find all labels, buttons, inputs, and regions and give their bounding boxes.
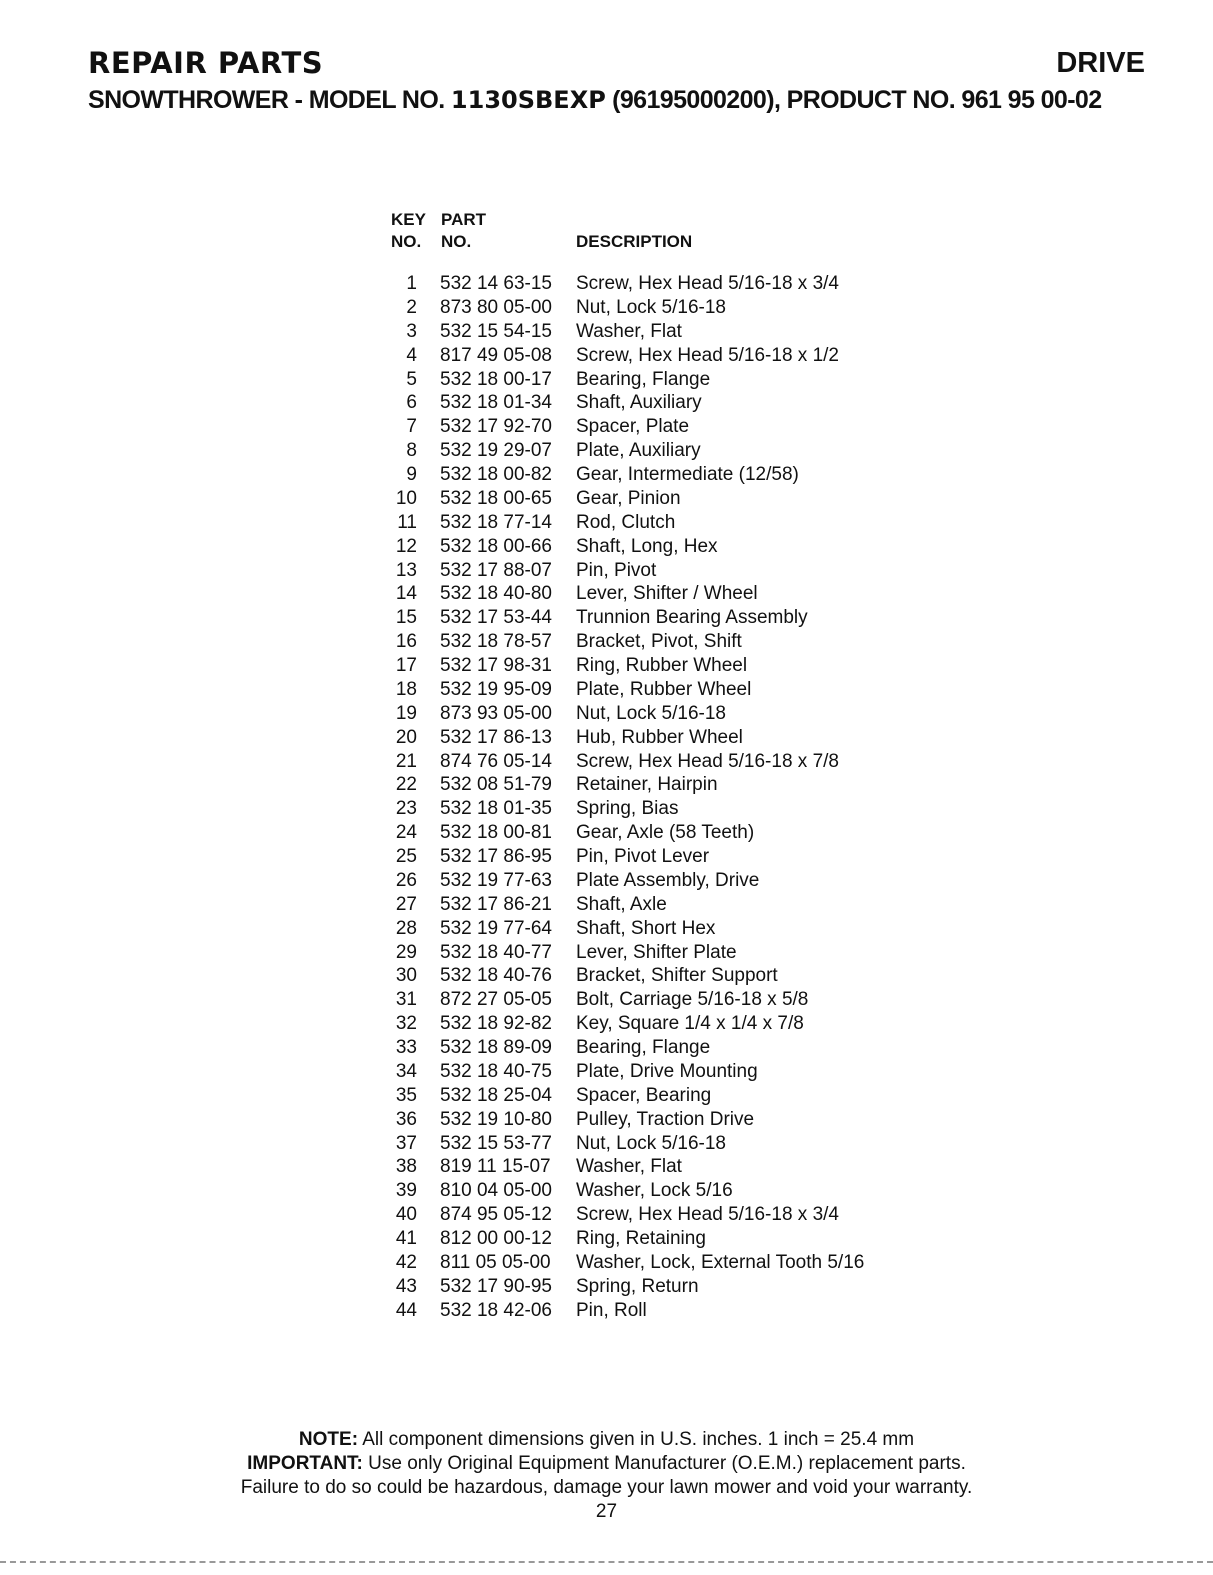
part-description: Washer, Lock, External Tooth 5/16 bbox=[576, 1251, 865, 1273]
part-description: Ring, Retaining bbox=[576, 1228, 706, 1249]
part-number: 532 17 98-31 bbox=[440, 655, 552, 676]
bottom-divider bbox=[0, 1561, 1213, 1563]
part-number: 872 27 05-05 bbox=[440, 989, 552, 1011]
part-number: 532 19 29-07 bbox=[440, 440, 552, 462]
part-number: 819 11 15-07 bbox=[440, 1156, 551, 1178]
part-number: 532 18 00-82 bbox=[440, 464, 552, 485]
parts-row bbox=[390, 1275, 950, 1299]
part-description: Hub, Rubber Wheel bbox=[576, 726, 743, 748]
part-number: 532 17 86-13 bbox=[440, 726, 552, 748]
part-description: Gear, Axle (58 Teeth) bbox=[576, 822, 755, 844]
parts-row bbox=[390, 535, 950, 559]
parts-row bbox=[390, 797, 950, 821]
parts-row bbox=[390, 1132, 950, 1156]
key-number: 14 bbox=[395, 583, 417, 605]
parts-row bbox=[390, 845, 950, 869]
part-number: 874 76 05-14 bbox=[440, 750, 552, 772]
part-number: 532 18 92-82 bbox=[440, 1013, 552, 1035]
part-description: Lever, Shifter Plate bbox=[576, 941, 737, 963]
warning-line: Failure to do so could be hazardous, damage your lawn mower and void your warranty. bbox=[240, 1477, 973, 1498]
part-description: Plate Assembly, Drive bbox=[576, 869, 760, 891]
part-number: 532 17 90-95 bbox=[440, 1275, 552, 1297]
key-column-header bbox=[391, 209, 426, 253]
parts-list bbox=[390, 272, 950, 1323]
part-description: Plate, Rubber Wheel bbox=[576, 678, 752, 700]
parts-row bbox=[390, 1060, 950, 1084]
parts-row bbox=[390, 1108, 950, 1132]
key-number: 29 bbox=[395, 941, 417, 963]
part-description: Lever, Shifter / Wheel bbox=[576, 583, 758, 605]
model-number: 1130SBEXP bbox=[450, 86, 606, 114]
part-number: 532 14 63-15 bbox=[440, 273, 552, 294]
parts-row bbox=[390, 1251, 950, 1275]
part-number: 532 18 78-57 bbox=[440, 631, 552, 653]
key-header-line1: KEY bbox=[391, 210, 426, 229]
page-number: 27 bbox=[595, 1501, 618, 1522]
part-number: 532 19 95-09 bbox=[440, 678, 552, 700]
note-label: NOTE: bbox=[298, 1429, 359, 1450]
parts-row bbox=[390, 296, 950, 320]
key-number: 11 bbox=[397, 511, 417, 533]
key-header-line2: NO. bbox=[391, 232, 422, 251]
parts-row bbox=[390, 487, 950, 511]
part-description: Spring, Return bbox=[576, 1275, 699, 1297]
page-section-title: REPAIR PARTS bbox=[88, 46, 324, 80]
part-number: 532 18 77-14 bbox=[440, 511, 552, 533]
parts-row bbox=[390, 272, 950, 296]
key-number: 40 bbox=[395, 1204, 417, 1226]
part-description: Ring, Rubber Wheel bbox=[576, 655, 748, 676]
key-number: 2 bbox=[406, 296, 417, 318]
key-number: 44 bbox=[395, 1299, 417, 1321]
parts-row bbox=[390, 726, 950, 750]
part-description: Pin, Pivot bbox=[576, 559, 657, 581]
parts-row bbox=[390, 1203, 950, 1227]
part-description: Shaft, Short Hex bbox=[576, 917, 716, 939]
key-number: 32 bbox=[395, 1013, 417, 1035]
note-line bbox=[0, 1428, 1213, 1452]
part-description: Bracket, Pivot, Shift bbox=[576, 631, 742, 653]
part-number: 532 15 54-15 bbox=[440, 320, 552, 342]
part-description: Spring, Bias bbox=[576, 798, 679, 820]
part-number: 532 18 01-35 bbox=[440, 798, 552, 820]
parts-row bbox=[390, 702, 950, 726]
parts-row bbox=[390, 391, 950, 415]
parts-row bbox=[390, 654, 950, 678]
model-subheader bbox=[88, 86, 1148, 115]
part-number: 532 17 86-21 bbox=[440, 893, 552, 915]
parts-row bbox=[390, 893, 950, 917]
key-number: 7 bbox=[406, 416, 417, 438]
key-number: 10 bbox=[395, 487, 417, 509]
part-number: 810 04 05-00 bbox=[440, 1180, 552, 1202]
parts-row bbox=[390, 678, 950, 702]
parts-row bbox=[390, 964, 950, 988]
key-number: 36 bbox=[395, 1108, 417, 1130]
subheader-prefix: SNOWTHROWER - MODEL NO. bbox=[88, 86, 445, 114]
key-number: 1 bbox=[406, 273, 417, 294]
parts-row bbox=[390, 1179, 950, 1203]
parts-row bbox=[390, 559, 950, 583]
key-number: 28 bbox=[395, 917, 417, 939]
key-number: 8 bbox=[406, 440, 417, 462]
part-number: 532 15 53-77 bbox=[440, 1132, 552, 1154]
part-description: Bracket, Shifter Support bbox=[576, 965, 778, 987]
key-number: 4 bbox=[406, 344, 417, 366]
part-header-line2: NO. bbox=[441, 232, 472, 251]
key-number: 13 bbox=[395, 559, 417, 581]
parts-row bbox=[390, 606, 950, 630]
parts-row bbox=[390, 941, 950, 965]
part-description: Screw, Hex Head 5/16-18 x 3/4 bbox=[576, 1204, 839, 1226]
key-number: 25 bbox=[395, 846, 417, 867]
part-number: 532 17 86-95 bbox=[440, 846, 552, 867]
part-number: 532 19 77-64 bbox=[440, 917, 552, 939]
part-description: Plate, Drive Mounting bbox=[576, 1060, 758, 1082]
part-description: Screw, Hex Head 5/16-18 x 3/4 bbox=[576, 273, 839, 294]
key-number: 42 bbox=[395, 1251, 417, 1273]
part-header-line1: PART bbox=[441, 210, 487, 229]
parts-row bbox=[390, 511, 950, 535]
part-number: 532 17 92-70 bbox=[440, 416, 552, 438]
key-number: 24 bbox=[395, 822, 417, 844]
parts-row bbox=[390, 1299, 950, 1323]
part-number: 532 18 00-81 bbox=[440, 822, 552, 844]
key-number: 9 bbox=[406, 464, 417, 485]
part-number: 532 18 00-66 bbox=[440, 535, 552, 557]
parts-row bbox=[390, 368, 950, 392]
part-description: Bearing, Flange bbox=[576, 1037, 711, 1058]
part-description: Gear, Intermediate (12/58) bbox=[576, 464, 799, 485]
parts-row bbox=[390, 869, 950, 893]
key-number: 6 bbox=[406, 392, 417, 414]
part-description: Pulley, Traction Drive bbox=[576, 1108, 755, 1130]
part-number: 811 05 05-00 bbox=[440, 1251, 551, 1273]
parts-row bbox=[390, 1084, 950, 1108]
key-number: 17 bbox=[395, 655, 417, 676]
key-number: 26 bbox=[395, 869, 417, 891]
part-column-header bbox=[441, 209, 486, 253]
part-description: Gear, Pinion bbox=[576, 487, 681, 509]
parts-row bbox=[390, 1012, 950, 1036]
note-text: All component dimensions given in U.S. inches. 1 inch = 25.4 mm bbox=[358, 1429, 915, 1450]
part-number: 532 19 77-63 bbox=[440, 869, 552, 891]
part-number: 532 19 10-80 bbox=[440, 1108, 552, 1130]
key-number: 43 bbox=[395, 1275, 417, 1297]
part-description: Bolt, Carriage 5/16-18 x 5/8 bbox=[576, 989, 809, 1011]
parts-row bbox=[390, 463, 950, 487]
key-number: 20 bbox=[395, 726, 417, 748]
part-description: Nut, Lock 5/16-18 bbox=[576, 702, 726, 724]
parts-row bbox=[390, 320, 950, 344]
part-number: 532 18 01-34 bbox=[440, 392, 552, 414]
part-description: Spacer, Plate bbox=[576, 416, 690, 438]
part-description: Screw, Hex Head 5/16-18 x 7/8 bbox=[576, 750, 839, 772]
part-number: 532 18 42-06 bbox=[440, 1299, 552, 1321]
important-label: IMPORTANT: bbox=[247, 1453, 363, 1474]
key-number: 16 bbox=[395, 631, 417, 653]
part-number: 532 18 00-65 bbox=[440, 487, 552, 509]
part-number: 532 17 88-07 bbox=[440, 559, 552, 581]
subheader-suffix: (96195000200), PRODUCT NO. 961 95 00-02 bbox=[612, 86, 1102, 114]
key-number: 30 bbox=[395, 965, 417, 987]
part-number: 532 18 40-75 bbox=[440, 1060, 552, 1082]
part-number: 873 80 05-00 bbox=[440, 296, 552, 318]
part-number: 817 49 05-08 bbox=[440, 344, 552, 366]
key-number: 12 bbox=[395, 535, 417, 557]
parts-row bbox=[390, 1155, 950, 1179]
part-description: Retainer, Hairpin bbox=[576, 774, 718, 796]
key-number: 3 bbox=[406, 320, 417, 342]
part-description: Spacer, Bearing bbox=[576, 1084, 712, 1106]
key-number: 41 bbox=[395, 1228, 417, 1249]
part-number: 874 95 05-12 bbox=[440, 1204, 552, 1226]
part-description: Rod, Clutch bbox=[576, 511, 676, 533]
key-number: 18 bbox=[395, 678, 417, 700]
part-description: Washer, Flat bbox=[576, 320, 682, 342]
part-number: 532 17 53-44 bbox=[440, 607, 552, 629]
part-description: Key, Square 1/4 x 1/4 x 7/8 bbox=[576, 1013, 804, 1035]
parts-row bbox=[390, 1227, 950, 1251]
key-number: 31 bbox=[395, 989, 417, 1011]
key-number: 34 bbox=[395, 1060, 417, 1082]
key-number: 38 bbox=[395, 1156, 417, 1178]
key-number: 19 bbox=[395, 702, 417, 724]
key-number: 27 bbox=[395, 893, 417, 915]
parts-row bbox=[390, 582, 950, 606]
page-category-title: DRIVE bbox=[1056, 47, 1145, 79]
part-description: Screw, Hex Head 5/16-18 x 1/2 bbox=[576, 344, 839, 366]
key-number: 35 bbox=[395, 1084, 417, 1106]
parts-row bbox=[390, 773, 950, 797]
part-description: Washer, Flat bbox=[576, 1156, 682, 1178]
description-column-header: DESCRIPTION bbox=[576, 232, 693, 251]
part-description: Nut, Lock 5/16-18 bbox=[576, 296, 726, 318]
parts-row bbox=[390, 630, 950, 654]
part-number: 532 18 40-76 bbox=[440, 965, 552, 987]
parts-row bbox=[390, 917, 950, 941]
key-number: 37 bbox=[395, 1132, 417, 1154]
key-number: 5 bbox=[406, 368, 417, 390]
key-number: 22 bbox=[395, 774, 417, 796]
part-number: 812 00 00-12 bbox=[440, 1228, 552, 1249]
parts-row bbox=[390, 439, 950, 463]
part-description: Shaft, Long, Hex bbox=[576, 535, 718, 557]
part-number: 532 08 51-79 bbox=[440, 774, 552, 796]
parts-row bbox=[390, 344, 950, 368]
part-description: Pin, Pivot Lever bbox=[576, 846, 710, 867]
key-number: 15 bbox=[395, 607, 417, 629]
part-number: 532 18 40-77 bbox=[440, 941, 552, 963]
important-line bbox=[0, 1452, 1213, 1476]
key-number: 21 bbox=[395, 750, 417, 772]
parts-row bbox=[390, 988, 950, 1012]
part-description: Shaft, Auxiliary bbox=[576, 392, 702, 414]
part-number: 873 93 05-00 bbox=[440, 702, 552, 724]
part-description: Pin, Roll bbox=[576, 1299, 647, 1321]
key-number: 39 bbox=[395, 1180, 417, 1202]
key-number: 23 bbox=[395, 798, 417, 820]
parts-row bbox=[390, 821, 950, 845]
part-description: Plate, Auxiliary bbox=[576, 440, 701, 462]
parts-row bbox=[390, 1036, 950, 1060]
parts-row bbox=[390, 750, 950, 774]
part-number: 532 18 89-09 bbox=[440, 1037, 552, 1058]
part-number: 532 18 00-17 bbox=[440, 368, 552, 390]
part-description: Washer, Lock 5/16 bbox=[576, 1180, 733, 1202]
important-text: Use only Original Equipment Manufacturer (O.E.M.) replacement parts. bbox=[362, 1453, 966, 1474]
part-description: Trunnion Bearing Assembly bbox=[576, 607, 808, 629]
part-number: 532 18 40-80 bbox=[440, 583, 552, 605]
part-description: Nut, Lock 5/16-18 bbox=[576, 1132, 726, 1154]
key-number: 33 bbox=[395, 1037, 417, 1058]
part-description: Bearing, Flange bbox=[576, 368, 711, 390]
parts-row bbox=[390, 415, 950, 439]
part-description: Shaft, Axle bbox=[576, 893, 667, 915]
part-number: 532 18 25-04 bbox=[440, 1084, 552, 1106]
